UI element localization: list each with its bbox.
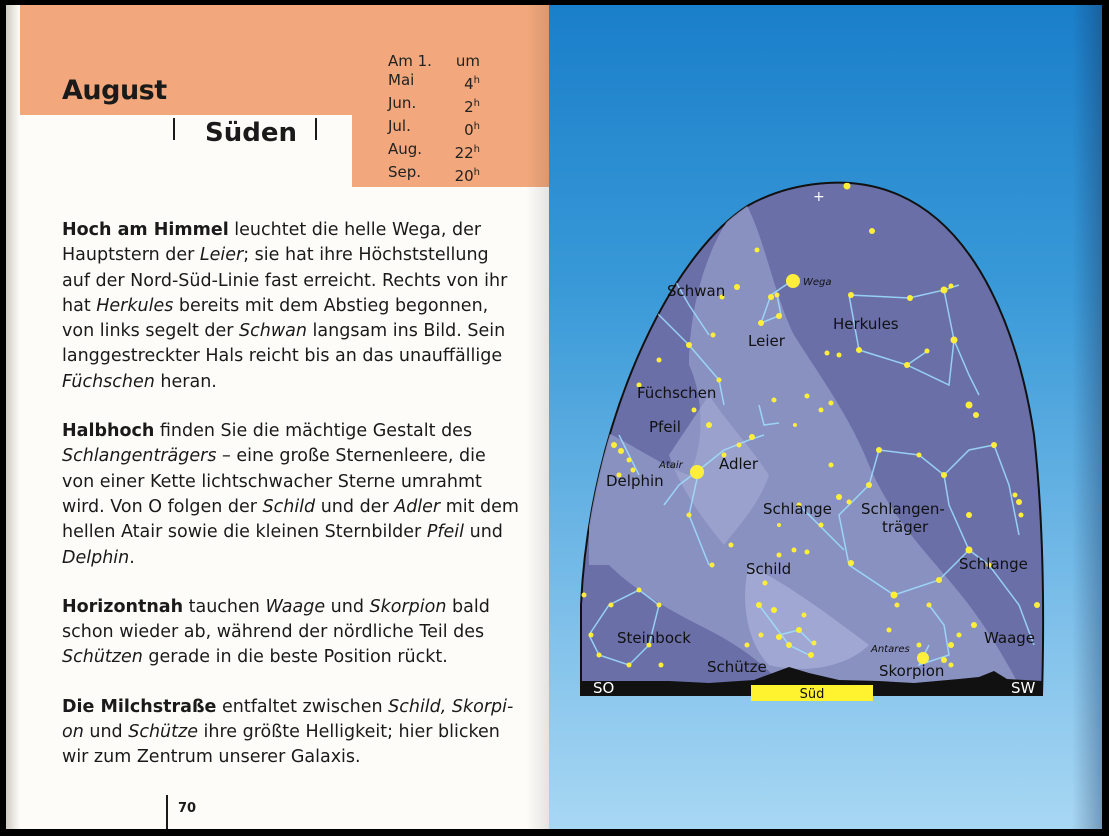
description-text <box>62 218 522 795</box>
label-schlange-2: Schlange <box>959 555 1028 573</box>
paragraph-text: – eine große Sternenleere, die von einer Kette lichtschwacher Sterne umrahmt wird. Von O folgen der <box>62 446 486 517</box>
hour-unit: h <box>473 98 480 109</box>
paragraph-text: Adler <box>394 496 441 517</box>
paragraph-text: Schützen <box>62 647 143 668</box>
hour-unit: h <box>473 121 480 132</box>
times-row-month: Aug. <box>388 140 423 158</box>
label-steinbock: Steinbock <box>617 629 691 647</box>
horizon-label-right: SW <box>1011 679 1036 697</box>
paragraph-text: Schild <box>262 496 316 517</box>
paragraph-text: Leier <box>199 245 244 266</box>
times-header-date: Am 1. <box>388 52 432 70</box>
page-edge-right <box>1072 5 1102 829</box>
paragraph-text: Schütze <box>128 722 198 743</box>
times-row-hour <box>455 140 480 163</box>
direction-title: Süden <box>205 118 297 148</box>
paragraph-text: bald schon wieder ab, während der nördliche Teil des <box>62 596 490 643</box>
label-leier: Leier <box>748 332 785 350</box>
label-schild: Schild <box>746 560 792 578</box>
page-number-rule <box>166 795 168 829</box>
star-wega <box>786 274 800 288</box>
label-herkules: Herkules <box>833 315 899 333</box>
label-delphin: Delphin <box>606 472 664 490</box>
month-title: August <box>62 75 167 106</box>
times-row-month: Jun. <box>388 94 417 112</box>
right-page <box>549 5 1102 829</box>
paragraph <box>62 419 522 571</box>
paragraph-text: heran. <box>154 371 217 392</box>
star-atair <box>690 465 704 479</box>
star-map <box>549 5 1102 829</box>
label-fuechschen: Füchschen <box>637 384 717 402</box>
paragraph-heading: Horizontnah <box>62 596 184 617</box>
label-wega: Wega <box>803 277 832 288</box>
zenith-marker: + <box>813 189 825 205</box>
paragraph-text: ; sie hat ihre Höchststellung auf der Nord-Süd-Linie fast erreicht. Rechts von ihr hat <box>62 245 508 316</box>
paragraph-text: entfaltet zwischen <box>216 696 389 717</box>
times-row <box>388 117 480 140</box>
book-spread <box>6 5 1102 829</box>
times-row <box>388 163 480 186</box>
hour-unit: h <box>473 75 480 86</box>
paragraph-text: Skorpion <box>369 596 447 617</box>
paragraph-text: Füchschen <box>62 371 155 392</box>
times-row-month: Sep. <box>388 163 422 181</box>
label-atair: Atair <box>659 460 683 471</box>
divider-left <box>173 118 175 140</box>
paragraph-text: tauchen <box>183 596 266 617</box>
times-row-hour <box>455 163 480 186</box>
times-row <box>388 94 480 117</box>
paragraph-text: Waage <box>265 596 326 617</box>
hour-value: 20 <box>454 167 474 185</box>
paragraph-text: bereits mit dem Abstieg begonnen, von links segelt der <box>62 295 489 342</box>
paragraph-text: leuchtet die helle Wega, der Hauptstern der <box>62 220 482 266</box>
paragraph-text: und <box>83 722 129 743</box>
label-skorpion: Skorpion <box>879 662 945 680</box>
times-row-month: Mai <box>388 71 415 89</box>
times-row-hour <box>464 117 480 140</box>
label-schlange-1: Schlange <box>763 500 832 518</box>
times-row-hour <box>464 94 480 117</box>
times-row <box>388 71 480 94</box>
paragraph-text: und der <box>315 496 395 517</box>
hour-value: 2 <box>464 98 474 116</box>
times-row-month: Jul. <box>388 117 411 135</box>
horizon-label-left: SO <box>593 679 615 697</box>
page-edge <box>6 5 20 829</box>
page-number: 70 <box>178 801 197 816</box>
label-adler: Adler <box>719 455 759 473</box>
divider-right <box>315 118 317 140</box>
paragraph-heading: Halbhoch <box>62 421 155 442</box>
paragraph-text: Schlangenträgers <box>62 446 217 467</box>
hour-unit: h <box>473 167 480 178</box>
times-header <box>388 52 480 71</box>
times-row <box>388 140 480 163</box>
label-pfeil: Pfeil <box>649 418 681 436</box>
paragraph-heading: Die Milchstraße <box>62 696 217 717</box>
paragraph-text: und <box>325 596 370 617</box>
paragraph-text: langsam ins Bild. Sein langgestreckter Hals reicht bis an das unauffällige <box>62 321 506 367</box>
times-row-hour <box>464 71 480 94</box>
paragraph <box>62 695 522 771</box>
paragraph-text: finden Sie die mächtige Gestalt des <box>154 421 473 442</box>
paragraph-text: Herkules <box>96 295 174 316</box>
paragraph-text: ihre größte Helligkeit; hier blicken wir zum Zentrum unserer Galaxis. <box>62 722 500 768</box>
label-schuetze: Schütze <box>707 658 767 676</box>
paragraph-text: gerade in die beste Position rückt. <box>142 647 448 668</box>
label-antares: Antares <box>871 644 910 655</box>
times-header-at: um <box>455 52 480 70</box>
hour-value: 0 <box>464 121 474 139</box>
horizon-label-center: Süd <box>799 687 825 702</box>
label-waage: Waage <box>984 629 1036 647</box>
label-schwan: Schwan <box>667 282 726 300</box>
hour-value: 4 <box>464 75 474 93</box>
paragraph-heading: Hoch am Himmel <box>62 220 229 240</box>
label-schlangentraeger-1: Schlangen- <box>861 500 945 518</box>
paragraph <box>62 218 522 395</box>
paragraph-text: mit dem hellen Atair sowie die kleinen Sternbilder <box>62 496 519 543</box>
times-rows <box>388 71 480 186</box>
paragraph-text: . <box>129 547 135 568</box>
paragraph <box>62 595 522 671</box>
hour-unit: h <box>473 144 480 155</box>
label-schlangentraeger-2: träger <box>882 518 929 536</box>
paragraph-text: Schild, Skorpi-on <box>62 696 514 743</box>
paragraph-text: Schwan <box>239 321 307 342</box>
paragraph-text: Pfeil <box>426 522 465 543</box>
observation-times <box>388 52 480 186</box>
paragraph-text: Delphin <box>62 547 130 568</box>
paragraph-text: und <box>464 522 503 543</box>
hour-value: 22 <box>454 144 474 162</box>
left-page <box>6 5 549 829</box>
